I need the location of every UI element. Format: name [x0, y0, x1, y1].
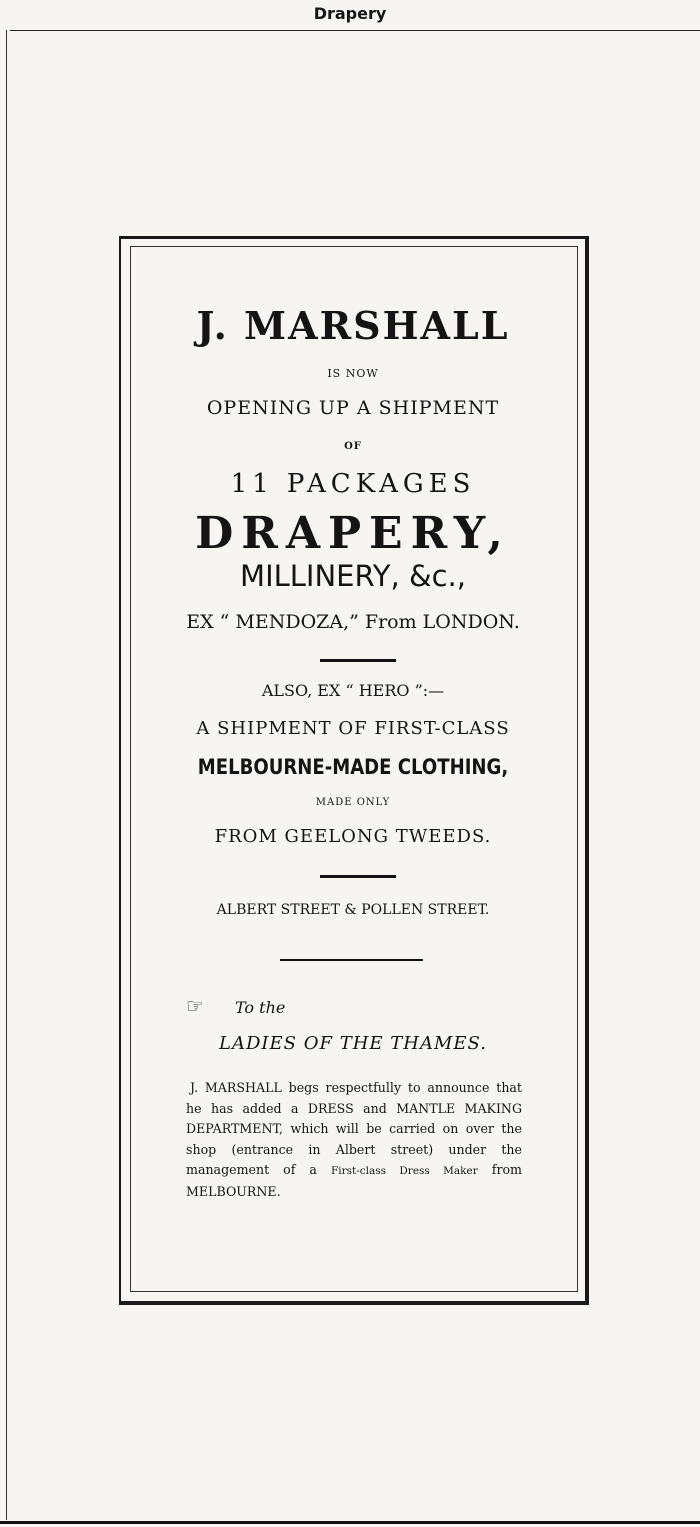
opening-line: OPENING UP A SHIPMENT [206, 397, 500, 419]
of-line: OF [344, 441, 362, 452]
drapery-headline: DRAPERY, [195, 508, 511, 559]
announcement-paragraph [186, 1078, 522, 1203]
also-ex-hero-line: ALSO, EX “ HERO ”:— [261, 681, 445, 700]
para-text-3: which will be carried on over the shop (entrance in Albert street) under the management of a [186, 1121, 522, 1178]
para-department: MANTLE MAKING DEPARTMENT, [186, 1100, 523, 1137]
geelong-tweeds-line: FROM GEELONG TWEEDS. [214, 826, 492, 847]
merchant-name: J. MARSHALL [196, 303, 510, 348]
ex-mendoza-line: EX “ MENDOZA,” From LONDON. [186, 611, 520, 633]
para-merchant: J. MARSHALL [190, 1080, 282, 1095]
is-now-line: IS NOW [327, 367, 379, 380]
page-title: Drapery [313, 4, 387, 23]
divider-rule-2 [320, 875, 396, 878]
page-left-edge [6, 30, 7, 1520]
packages-line: 11 PACKAGES [230, 469, 476, 499]
header-rule [10, 30, 700, 31]
para-text-1: begs respectfully to announce that he has added a [186, 1080, 522, 1116]
page-header [0, 0, 700, 32]
ladies-line: LADIES OF THE THAMES. [219, 1033, 487, 1054]
divider-rule-3 [280, 959, 423, 961]
first-class-shipment-line: A SHIPMENT OF FIRST-CLASS [196, 718, 510, 739]
millinery-line: MILLINERY, &c., [240, 559, 466, 593]
bottom-rule [0, 1521, 700, 1524]
para-dress: DRESS [307, 1100, 354, 1116]
para-text-4: from [477, 1162, 522, 1178]
para-text-2: and [353, 1100, 397, 1116]
para-melbourne: MELBOURNE. [186, 1183, 281, 1199]
para-dress-maker: First-class Dress Maker [330, 1165, 478, 1178]
melbourne-clothing-line: MELBOURNE-MADE CLOTHING, [197, 755, 509, 779]
divider-rule-1 [320, 659, 396, 662]
address-line: ALBERT STREET & POLLEN STREET. [216, 902, 490, 918]
to-the-line: To the [235, 998, 286, 1017]
made-only-line: MADE ONLY [315, 797, 391, 808]
pointing-hand-icon: ☞ [186, 994, 204, 1018]
